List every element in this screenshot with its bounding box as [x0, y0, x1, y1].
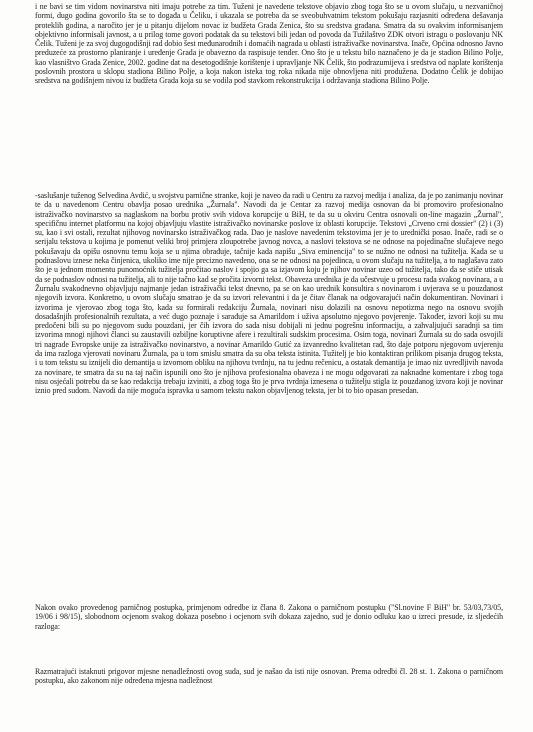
paragraph-text: Razmatrajući istaknuti prigovor mjesne nenadležnosti ovog suda, sud je našao da isti nije osnovan. Prema odredbi čl. 28 st. 1. Zakona o parničnom postupku, ako zakonom nije određena mjesna nadležnost	[35, 667, 503, 686]
paragraph-jurisdiction-objection	[35, 667, 503, 686]
paragraph-text: -saslušanje tuženog Selvedina Avdić, u svojstvu parnične stranke, koji je naveo da radi u Centru za razvoj medija i analiza, da je po zanimanju novinar te da u navedenom Centru obavlja posao urednika „Žurnala". Navodi da je Centar za razvoj medija osnovan da bi promoviro profesionalno istraživačko novinarstvo sa naglaskom na borbu protiv svih vidova korupcije u BiH, te da su u okviru Centra osnovali on-line magazin „Žurnal", specifičnu internet platformu na kojoj objavljuju vlastite istraživačko novinarske poslove iz oblasti korupcije. Tekstovi „Crveno crni dossier" (2) i (3) su, kao i svi ostali, rezultat njihovog novinarsko istraživačkog rada. Dao je naslove navedenim tekstovima jer je to urednički posao. Inače, radi se o serijalu tekstova u kojima je pomenut veliki broj primjera zloupotrebe javnog novca, a naslovi tekstova se ne odnose na pojedinačne slučajeve nego pokušavaju da opišu osnovnu temu koja se u njima obrađuje, tačnije kada napišu „Siva eminencija" to se nužno ne odnosi na tužitelja. Kada se u podnaslovu iznese neka činjenica, ukoliko ime nije precizno navedeno, ona se ne odnosi na pojedinca, u ovom slučaju na tužitelja, a to naglašava zato što je u jednom momentu punomoćnik tužitelja pročitao naslov i spojio ga sa izjavom koju je njihov novinar uzeo od tužitelja, tako da se stiče utisak da se podnaslov odnosi na tužitelja, ali to nije tačno kad se pročita izvorni tekst. Obaveza urednika je da učestvuje u procesu rada svakog novinara, a u Žurnalu svakodnevno objavljuju najmanje jedan istraživački tekst dnevno, pa se on kao urednik konsultira s novinarom i uvjerava se u pouzdanost njegovih izvora. Konkretno, u ovom slučaju smatrao je da su izvori relevantni i da je čitav članak na odgovarajući način dokumentiran. Novinari i izvorima je vjerovao zbog toga što, kada su formirali redakciju Žurnala, novinari nisu dolazili na osnovu nepotizma nego na osnovu svojih dosadašnjih profesionalnih rezultata, a već dugo poznaje i sarađuje sa Amarildom i uživa apsolutno njegovo povjerenje. Također, izvori koji su mu predočeni bili su po njegovom sudu pouzdani, jer čih izvora do sada nisu dobijali ni jednu pogrešnu informaciju, a zahvaljujući saradnji sa tim izvorima mnogi njihovi članci su zaustavili ozbiljne koruptivne afere i rezultirali sudskim procesima. Osim toga, novinari Žurnala su do sada osvojili tri nagrade Evropske unije za istraživačko novinarstvo, a novinar Amarildo Gutić za izvanredno kvalitetan rad, što daje potporu njegovom uvjerenju da ima razloga vjerovati novinaru Žurnala, pa u tom smislu smatra da su oba teksta istinita. Tužitelj je bio kontaktiran prilikom pisanja drugog teksta, i u tom tekstu su iznijeli dio demantija u izvornom obliku na njihovu tvrdnju, na tu jednu rečenicu, a ostatak demantija je imao niz uvredljivih navoda za novinare, te smatra da su na taj način ispunili ono što je njihova profesionalna obaveza i ne mogu odgovarati za naknadne komentare i zbog toga nisu osjećali potrebu da se kao redakcija trebaju izviniti, a zbog toga što je prva tvrdnja iznesena o tužitelju stigla iz pouzdanog izvora koji je novinar iznio pred sudom. Navodi da nije moguća ispravka u samom tekstu nakon objavljenog teksta, jer bi to bio opasan presedan.	[35, 191, 503, 396]
paragraph-procedure-conclusion	[35, 603, 503, 631]
paragraph-text: Nakon ovako provedenog parničnog postupka, primjenom odredbe iz člana 8. Zakona o parničnom postupku ("Sl.novine F BiH" br. 53/03,73/05, 19/06 i 98/15), slobodnom ocjenom svakog dokaza posebno i ocjenom svih dokaza zajedno, sud je donio odluku kao u izreci presude, iz sljedećih razloga:	[35, 603, 503, 631]
paragraph-defendant-statement-end	[35, 2, 503, 86]
paragraph-defendant-hearing	[35, 191, 503, 396]
paragraph-text: i ne bavi se tim vidom novinarstva niti imaju potrebe za tim. Tuženi je navedene tekstove objavio zbog toga što se u ovom slučaju, u nezvaničnoj formi, dugo godina govorilo šta se to događa u Čeliku, i ukazala se potreba da se sveobuhvatnim tekstom pokušaju razjasniti određena dešavanja proteklih godina, a naročito jer je u pitanju dijelom novac iz budžeta Grada Zenica, što su sredstva građana. Smatra da su ovakvim informisanjem objektivno informisali javnost, a u prilog tome govori podatak da su tekstovi bili jedan od povoda da Tužilaštvo ZDK otvori istragu o poslovanju NK Čelik. Tuženi je za svoj dugogodišnji rad dobio šest međunarodnih i domaćih nagrada u oblasti istraživačke novinarstva. Inače, Općina odnosno Javno preduzeće za prostorno planiranje i uređenje Grada je obavezno da raspisuje tender. Ono što je u tekstu bilo naznačeno je da je stadion Bilino Polje, kao vlasništvo Grada Zenice, 2002. godine dat na desetogodišnje korištenje i upravljanje NK Čelik, što podrazumijeva i sredstva od naplate korištenja poslovnih prostora u sklopu stadiona Bilino Polje, a koja nakon isteka tog roka nikada nije obnovljena niti produžena. Dodatno Čelik je dobijao sredstva na godišnjem nivou iz budžeta Grada koja su se vodila pod stavkom rekonstrukcija i održavanja stadiona Bilino Polje.	[35, 2, 503, 86]
